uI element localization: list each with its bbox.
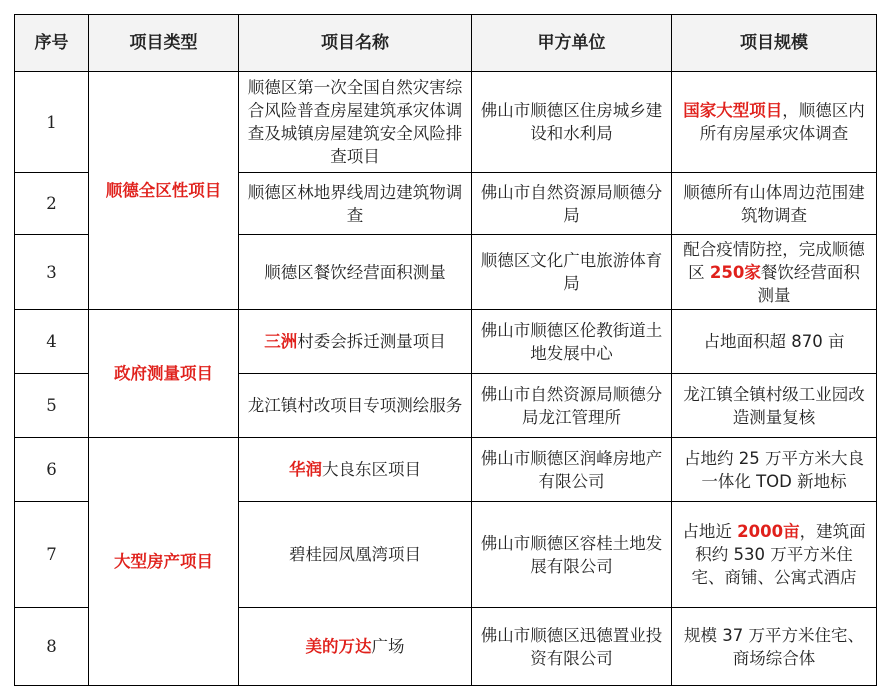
client-unit: 佛山市顺德区住房城乡建设和水利局 <box>472 72 672 173</box>
project-name: 龙江镇村改项目专项测绘服务 <box>239 374 472 438</box>
project-name <box>239 310 472 374</box>
name-text: 大良东区项目 <box>322 460 421 479</box>
project-scale: 占地约 25 万平方米大良一体化 TOD 新地标 <box>672 438 877 502</box>
name-text: 村委会拆迁测量项目 <box>297 332 446 351</box>
project-scale <box>672 72 877 173</box>
project-table <box>14 14 877 686</box>
table-row <box>15 438 877 502</box>
header-scale: 项目规模 <box>672 15 877 72</box>
project-scale: 占地面积超 870 亩 <box>672 310 877 374</box>
row-number: 6 <box>15 438 89 502</box>
category-cell: 政府测量项目 <box>89 310 239 438</box>
project-name: 顺德区餐饮经营面积测量 <box>239 235 472 310</box>
scale-text: 餐饮经营面积测量 <box>757 262 860 305</box>
row-number: 4 <box>15 310 89 374</box>
category-cell: 顺德全区性项目 <box>89 72 239 310</box>
project-scale: 规模 37 万平方米住宅、商场综合体 <box>672 608 877 686</box>
client-unit: 佛山市自然资源局顺德分局 <box>472 173 672 235</box>
project-name: 顺德区第一次全国自然灾害综合风险普查房屋建筑承灾体调查及城镇房屋建筑安全风险排查项目 <box>239 72 472 173</box>
name-highlight: 华润 <box>289 460 322 479</box>
scale-text: ，顺德区内所有房屋承灾体调查 <box>699 101 865 143</box>
scale-highlight: 2000亩 <box>737 522 800 541</box>
category-cell: 大型房产项目 <box>89 438 239 686</box>
client-unit: 佛山市顺德区伦教街道土地发展中心 <box>472 310 672 374</box>
header-name: 项目名称 <box>239 15 472 72</box>
scale-highlight: 国家大型项目 <box>683 101 783 120</box>
client-unit: 佛山市顺德区容桂土地发展有限公司 <box>472 502 672 608</box>
row-number: 2 <box>15 173 89 235</box>
project-name: 碧桂园凤凰湾项目 <box>239 502 472 608</box>
row-number: 3 <box>15 235 89 310</box>
project-name <box>239 608 472 686</box>
client-unit: 佛山市顺德区润峰房地产有限公司 <box>472 438 672 502</box>
name-highlight: 三洲 <box>264 332 298 351</box>
project-scale: 龙江镇全镇村级工业园改造测量复核 <box>672 374 877 438</box>
client-unit: 佛山市顺德区迅德置业投资有限公司 <box>472 608 672 686</box>
table-row <box>15 310 877 374</box>
project-scale <box>672 235 877 310</box>
project-name <box>239 438 472 502</box>
row-number: 8 <box>15 608 89 686</box>
row-number: 5 <box>15 374 89 438</box>
client-unit: 顺德区文化广电旅游体育局 <box>472 235 672 310</box>
name-text: 广场 <box>371 637 405 656</box>
header-type: 项目类型 <box>89 15 239 72</box>
client-unit: 佛山市自然资源局顺德分局龙江管理所 <box>472 374 672 438</box>
scale-highlight: 250家 <box>709 262 761 282</box>
project-scale: 顺德所有山体周边范围建筑物调查 <box>672 173 877 235</box>
name-highlight: 美的万达 <box>305 637 372 656</box>
scale-text: ，建筑面积约 530 万平方米住宅、商铺、公寓式酒店 <box>691 522 866 587</box>
scale-text: 配合疫情防控，完成顺德区 <box>683 239 865 282</box>
header-no: 序号 <box>15 15 89 72</box>
row-number: 7 <box>15 502 89 608</box>
row-number: 1 <box>15 72 89 173</box>
table-row <box>15 72 877 173</box>
header-client: 甲方单位 <box>472 15 672 72</box>
project-name: 顺德区林地界线周边建筑物调查 <box>239 173 472 235</box>
scale-text: 占地近 <box>682 522 738 541</box>
project-scale <box>672 502 877 608</box>
header-row <box>15 15 877 72</box>
